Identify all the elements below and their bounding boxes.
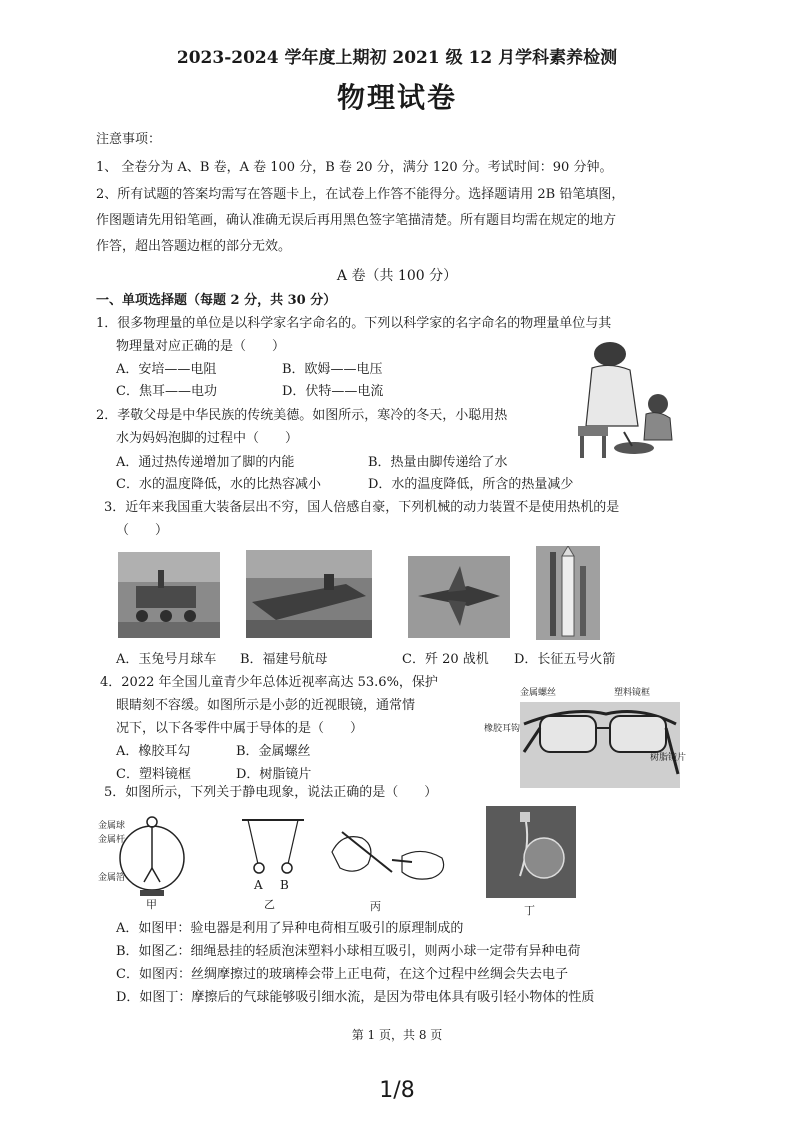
q5-stem: 5．如图所示，下列关于静电现象，说法正确的是（ ） xyxy=(104,785,438,800)
q3-option-c: C．歼 20 战机 xyxy=(402,652,489,667)
q3-stem-line-2: （ ） xyxy=(116,523,169,538)
q4-option-b: B．金属螺丝 xyxy=(236,744,311,759)
notes-item-2-line-2: 作图题请先用铅笔画，确认准确无误后再用黑色签字笔描清楚。所有题目均需在规定的地方 xyxy=(96,213,617,228)
q4-label-lens: 树脂镜片 xyxy=(650,753,687,763)
part-1-heading: 一、单项选择题（每题 2 分，共 30 分） xyxy=(96,293,337,308)
q5-ball-b-label: B xyxy=(280,878,289,892)
q5-option-c: C．如图丙：丝绸摩擦过的玻璃棒会带上正电荷，在这个过程中丝绸会失去电子 xyxy=(116,967,568,982)
q3-option-b: B．福建号航母 xyxy=(240,652,328,667)
q4-label-hook: 橡胶耳钩 xyxy=(484,724,521,734)
q3-option-a: A．玉兔号月球车 xyxy=(116,652,217,667)
q5-fig-ding: 丁 xyxy=(524,904,535,917)
q4-label-screw: 金属螺丝 xyxy=(520,688,557,698)
q5-label-ball: 金属球 xyxy=(98,821,126,831)
q4-label-frame: 塑料镜框 xyxy=(614,688,651,698)
q2-option-b: B．热量由脚传递给了水 xyxy=(368,455,508,470)
q5-fig-jia: 甲 xyxy=(146,898,157,911)
exam-title: 物理试卷 xyxy=(336,81,457,114)
q2-stem-line-2: 水为妈妈泡脚的过程中（ ） xyxy=(116,431,299,446)
q5-ball-a-label: A xyxy=(254,878,263,892)
q4-stem-line-1: 4．2022 年全国儿童青少年总体近视率高达 53.6%，保护 xyxy=(100,675,438,690)
q1-option-d: D．伏特——电流 xyxy=(282,384,384,399)
q4-option-a: A．橡胶耳勾 xyxy=(116,744,191,759)
notes-heading: 注意事项： xyxy=(96,132,162,147)
exam-header: 2023-2024 学年度上期初 2021 级 12 月学科素养检测 xyxy=(176,48,618,68)
q2-option-a: A．通过热传递增加了脚的内能 xyxy=(116,455,295,470)
rocket-photo xyxy=(536,546,600,640)
q2-foot-bath-figure xyxy=(572,340,684,462)
aircraft-carrier-photo xyxy=(246,550,372,638)
q4-option-d: D．树脂镜片 xyxy=(236,767,312,782)
balloon-water-photo xyxy=(486,806,576,898)
q4-option-c: C．塑料镜框 xyxy=(116,767,191,782)
notes-item-2-line-1: 2、所有试题的答案均需写在答题卡上，在试卷上作答不能得分。选择题请用 2B 铅笔填图， xyxy=(96,187,625,202)
q5-option-b: B．如图乙：细绳悬挂的轻质泡沫塑料小球相互吸引，则两小球一定带有异种电荷 xyxy=(116,944,581,959)
section-a-title: A 卷（共 100 分） xyxy=(336,268,458,284)
q5-fig-bing: 丙 xyxy=(370,900,381,913)
q1-stem-line-2: 物理量对应正确的是（ ） xyxy=(116,339,286,354)
q4-stem-line-2: 眼睛刻不容缓。如图所示是小彭的近视眼镜，通常情 xyxy=(116,698,416,713)
q4-stem-line-3: 况下，以下各零件中属于导体的是（ ） xyxy=(116,721,364,736)
q3-stem-line-1: 3．近年来我国重大装备层出不穷，国人倍感自豪，下列机械的动力装置不是使用热机的是 xyxy=(104,500,620,515)
glass-rod-silk-figure xyxy=(322,812,458,892)
notes-item-1: 1、 全卷分为 A、B 卷，A 卷 100 分，B 卷 20 分，满分 120 分。考试时间：90 分钟。 xyxy=(96,160,613,175)
q1-option-a: A．安培——电阻 xyxy=(116,362,217,377)
q1-option-b: B．欧姆——电压 xyxy=(282,362,383,377)
q5-label-foil: 金属箔 xyxy=(98,873,126,883)
suspended-balls-figure xyxy=(238,814,308,880)
q2-stem-line-1: 2．孝敬父母是中华民族的传统美德。如图所示，寒冷的冬天，小聪用热 xyxy=(96,408,508,423)
fighter-jet-photo xyxy=(408,556,510,638)
notes-item-2-line-3: 作答，超出答题边框的部分无效。 xyxy=(96,239,292,254)
viewer-page-indicator: 1/8 xyxy=(379,1078,415,1103)
q5-option-a: A．如图甲：验电器是利用了异种电荷相互吸引的原理制成的 xyxy=(116,921,464,936)
q2-option-d: D．水的温度降低，所含的热量减少 xyxy=(368,477,574,492)
q5-option-d: D．如图丁：摩擦后的气球能够吸引细水流，是因为带电体具有吸引轻小物体的性质 xyxy=(116,990,595,1005)
q5-label-rod: 金属杆 xyxy=(98,835,126,845)
glasses-figure xyxy=(510,684,690,792)
q2-option-c: C．水的温度降低，水的比热容减小 xyxy=(116,477,321,492)
q1-stem-line-1: 1．很多物理量的单位是以科学家名字命名的。下列以科学家的名字命名的物理量单位与其 xyxy=(96,316,612,331)
q1-option-c: C．焦耳——电功 xyxy=(116,384,217,399)
q5-fig-yi: 乙 xyxy=(264,898,275,911)
q3-option-d: D．长征五号火箭 xyxy=(514,652,616,667)
page-footer: 第 1 页，共 8 页 xyxy=(351,1028,443,1042)
lunar-rover-photo xyxy=(118,552,220,638)
